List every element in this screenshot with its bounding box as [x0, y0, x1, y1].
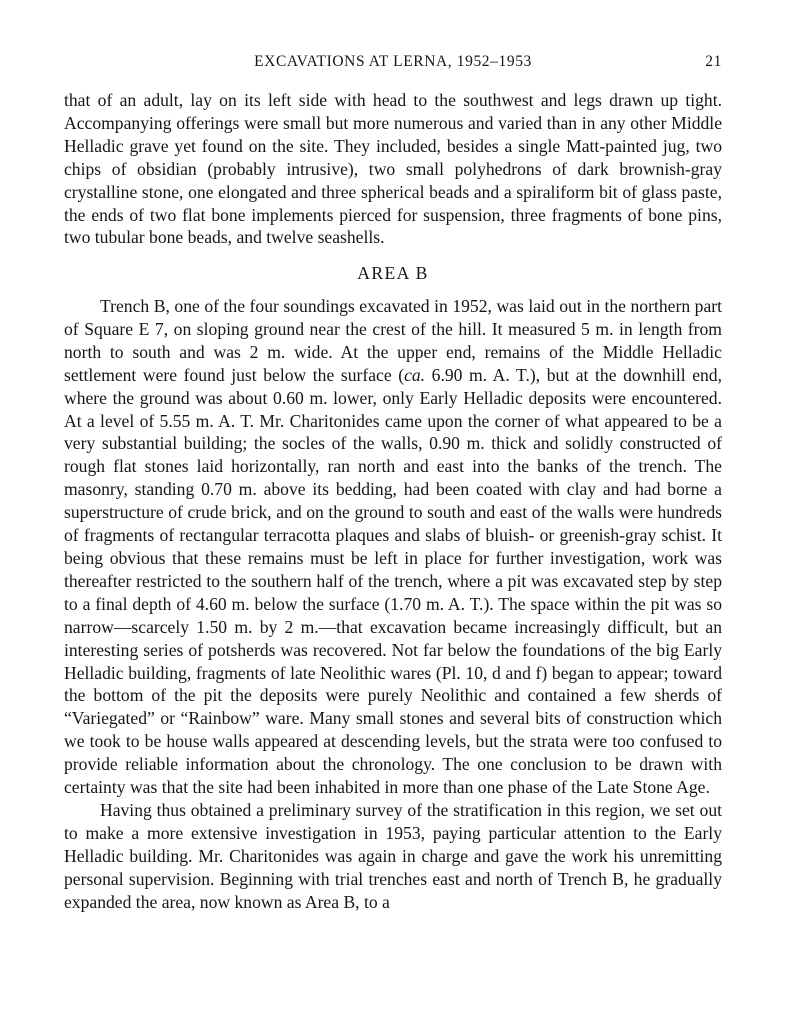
page-number: 21 — [705, 53, 722, 70]
running-head — [64, 53, 722, 75]
section-heading: AREA B — [357, 263, 429, 283]
paragraph-grave-offerings: that of an adult, lay on its left side with head to the southwest and legs drawn up tight. Accompanying offerings were small but more numerous and varied than in any other Middle Helladic grave yet found on the site. They included, besides a single Matt-painted jug, two chips of obsidian (probably intrusive), two small polyhedrons of dark brownish-gray crystalline stone, one elongated and three spherical beads and a spiraliform bit of glass paste, the ends of two flat bone implements pierced for suspension, three fragments of bone pins, two tubular bone beads, and twelve seashells. — [64, 90, 722, 248]
paragraph-trench-b-part-1: Trench B, one of the four soundings excavated in 1952, was laid out in the northern part of Square E 7, on sloping ground near the crest of the hill. It measured 5 m. in length from north to south and was 2 m. wide. At the upper end, remains of the Middle Helladic settlement were found just below the surface ( — [64, 296, 722, 385]
paragraph-continuation — [64, 89, 722, 249]
paragraph-trench-b-part-2: 6.90 m. A. T.), but at the downhill end, where the ground was about 0.60 m. lower, only Early Helladic deposits were encountered. At a level of 5.55 m. A. T. Mr. Charitonides came upon the corner of what appeared to be a very substantial building; the socles of the walls, 0.90 m. thick and solidly constructed of rough flat stones laid horizontally, ran north and east into the banks of the trench. The masonry, standing 0.70 m. above its bedding, had been coated with clay and had borne a superstructure of crude brick, and on the ground to south and east of the walls were hundreds of fragments of rectangular terracotta plaques and slabs of bluish- or greenish-gray schist. It being obvious that these remains must be left in place for further investigation, work was thereafter restricted to the southern half of the trench, where a pit was excavated step by step to a final depth of 4.60 m. below the surface (1.70 m. A. T.). The space within the pit was so narrow—scarcely 1.50 m. by 2 m.—that excavation became increasingly difficult, but an interesting series of potsherds was recovered. Not far below the foundations of the big Early Helladic building, fragments of late Neolithic wares (Pl. 10, d and f) began to appear; toward the bottom of the pit the deposits were purely Neolithic and contained a few sherds of “Variegated” or “Rainbow” ware. Many small stones and several bits of construction which we took to be house walls appeared at descending levels, but the strata were too confused to provide reliable information about the chronology. The one conclusion to be drawn with certainty was that the site had been inhabited in more than one phase of the Late Stone Age. — [64, 364, 722, 798]
paragraph-survey-1953: Having thus obtained a preliminary survey of the stratification in this region, we set out to make a more extensive investigation in 1953, paying particular attention to the Early Helladic building. Mr. Charitonides was again in charge and gave the work his unremitting personal supervision. Beginning with trial trenches east and north of Trench B, he gradually expanded the area, now known as Area B, to a — [64, 799, 722, 912]
running-title: EXCAVATIONS AT LERNA, 1952–1953 — [254, 53, 532, 70]
paragraph-trench-b-italic: ca. — [404, 364, 426, 385]
paragraph-trench-b — [64, 295, 722, 799]
section-body — [64, 295, 722, 913]
